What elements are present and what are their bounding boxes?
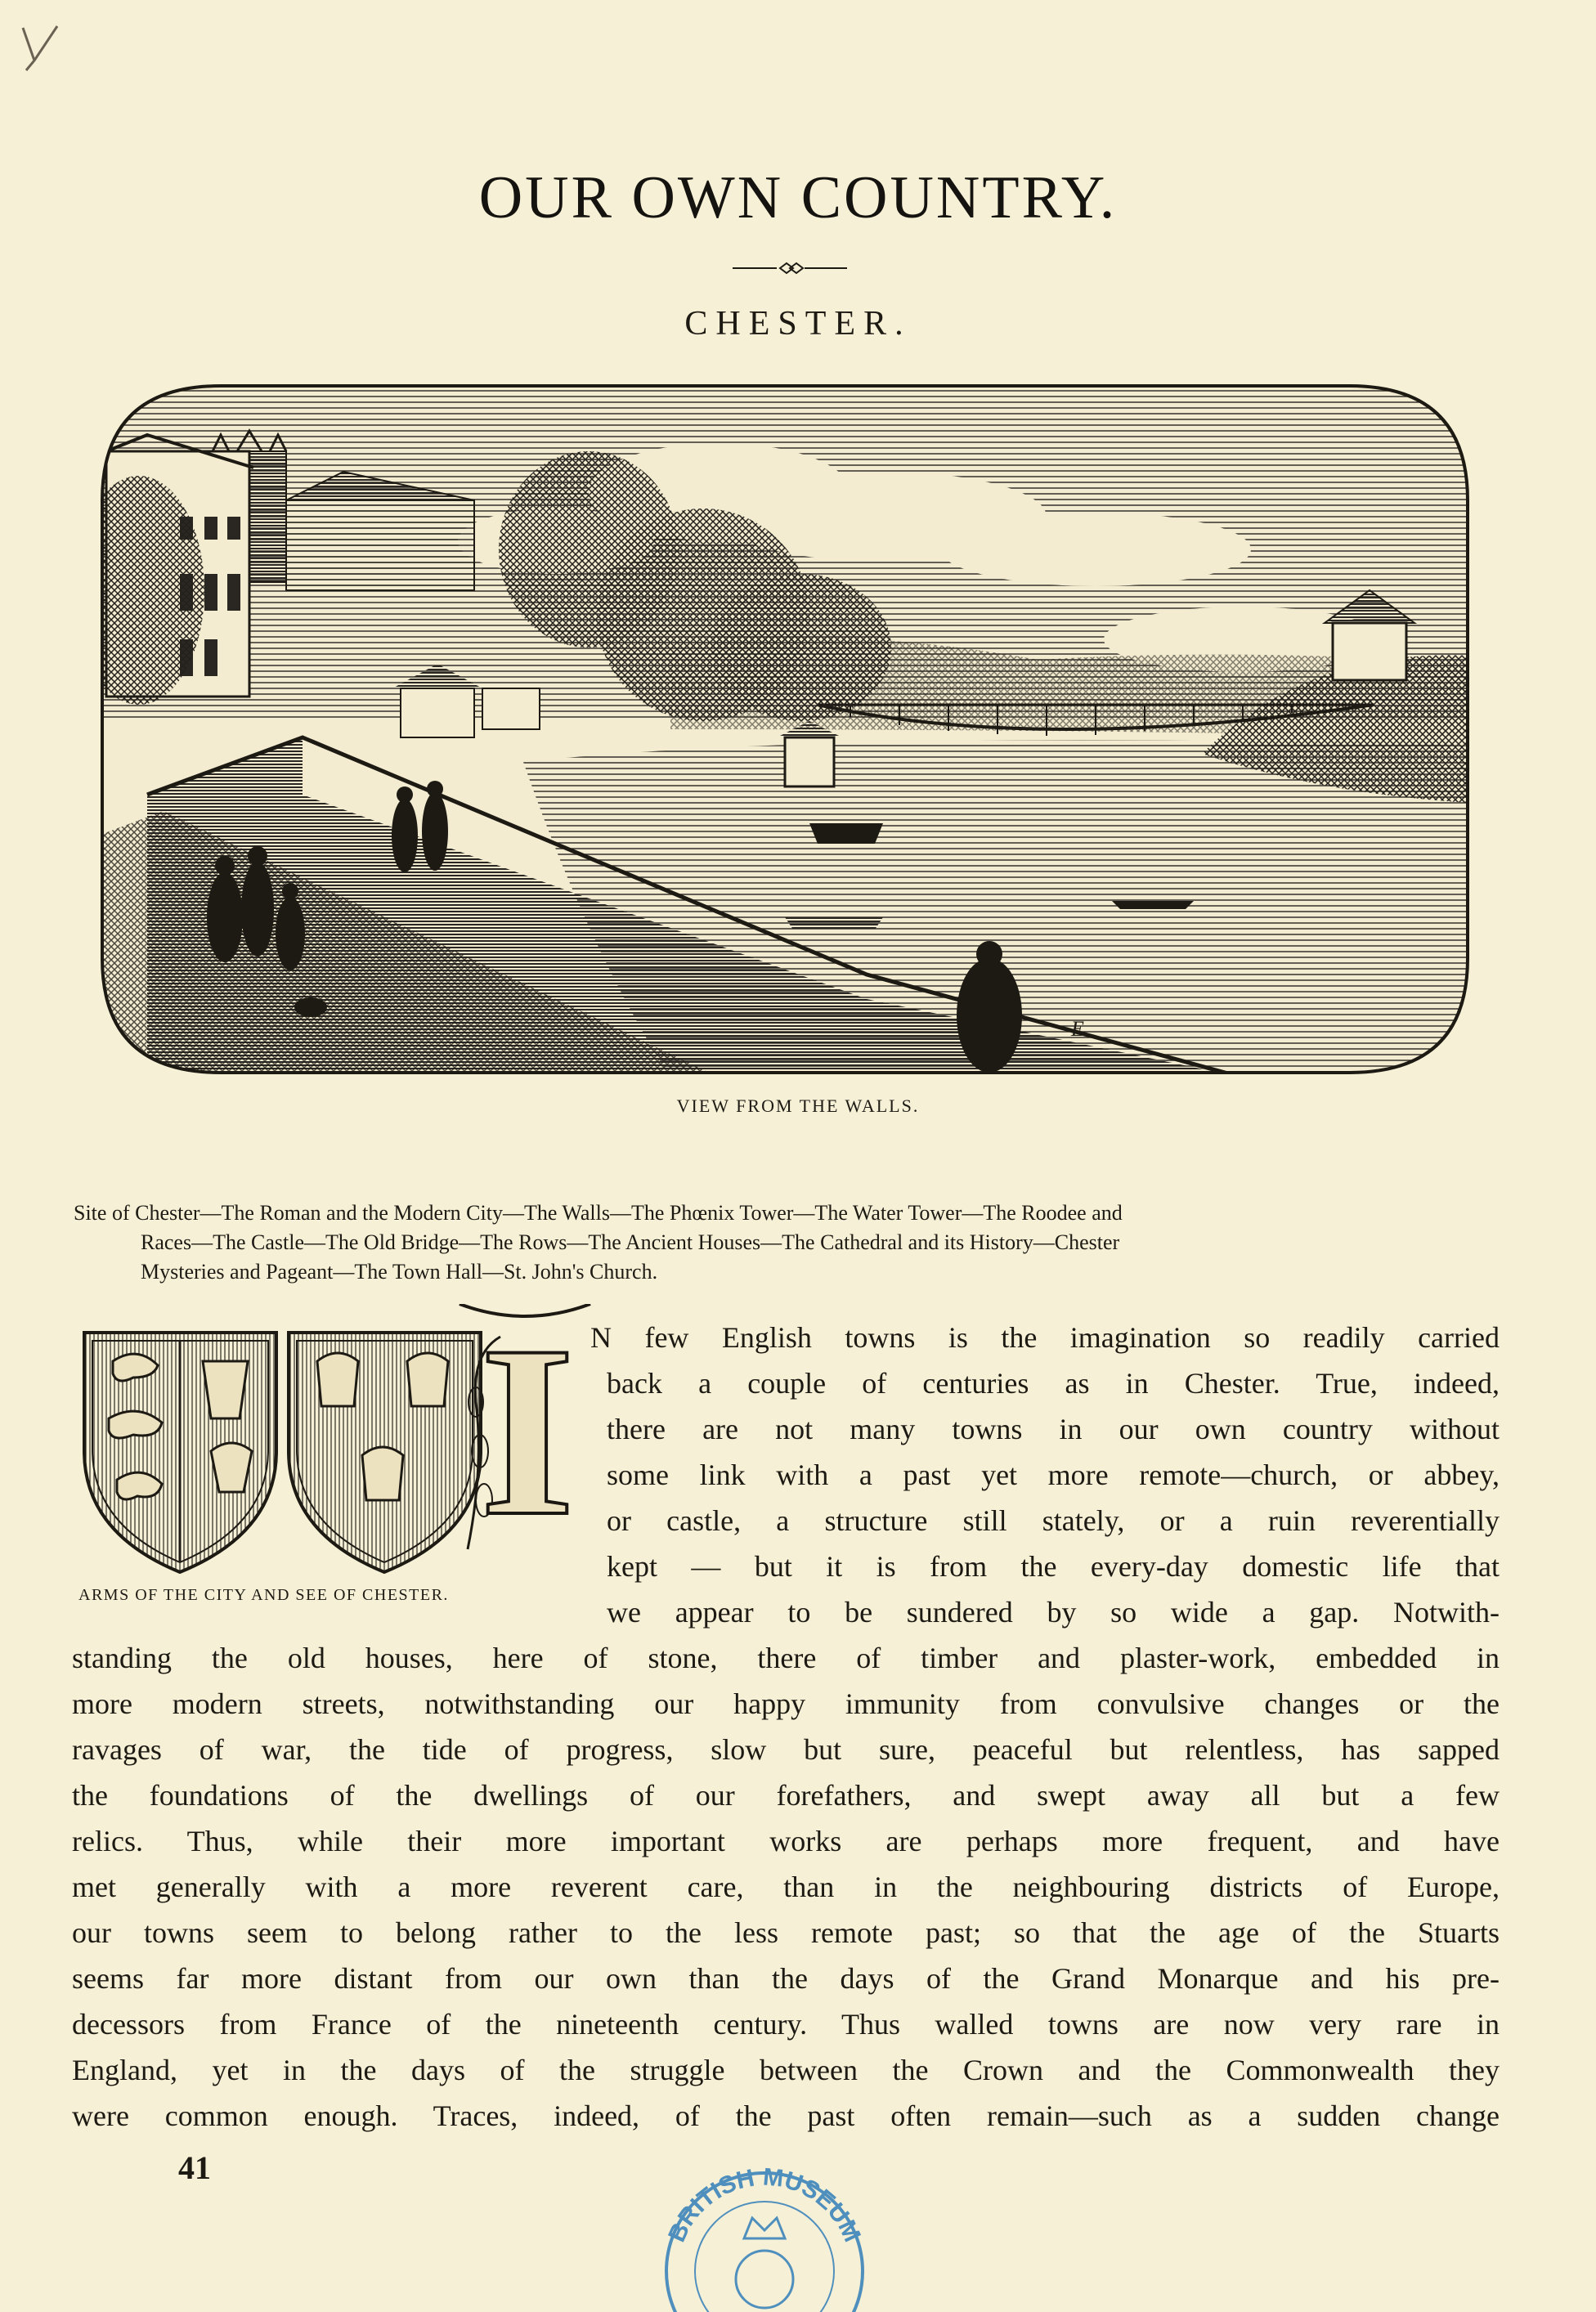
engraver-mark: E	[1071, 1017, 1084, 1041]
body-line: England, yet in the days of the struggle between the Crown and the Commonwealth they	[72, 2054, 1500, 2086]
body-line: kept — but it is from the every-day domestic life that	[607, 1550, 1500, 1583]
svg-text:BRITISH MUSEUM	[663, 2163, 866, 2246]
body-line: seems far more distant from our own than the days of the Grand Monarque and his pre-	[72, 1962, 1500, 1995]
title-ornament-icon	[733, 258, 847, 278]
body-line: decessors from France of the nineteenth century. Thus walled towns are now very rare in	[72, 2008, 1500, 2041]
body-line: met generally with a more reverent care, than in the neighbouring districts of Europe,	[72, 1871, 1500, 1903]
body-line: N few English towns is the imagination so readily carried	[590, 1321, 1500, 1354]
coats-of-arms-illustration	[80, 1329, 489, 1574]
body-line: some link with a past yet more remote—church, or abbey,	[607, 1458, 1500, 1491]
body-line: there are not many towns in our own country without	[607, 1413, 1500, 1445]
body-line: our towns seem to belong rather to the less remote past; so that the age of the Stuarts	[72, 1916, 1500, 1949]
summary-line: Site of Chester—The Roman and the Modern City—The Walls—The Phœnix Tower—The Water Tower—The Roodee and	[74, 1201, 1123, 1225]
chapter-subtitle: CHESTER.	[684, 305, 912, 343]
summary-line: Races—The Castle—The Old Bridge—The Rows—The Ancient Houses—The Cathedral and its History—Chester	[141, 1230, 1120, 1254]
summary-line: Mysteries and Pageant—The Town Hall—St. John's Church.	[141, 1260, 658, 1284]
illustration-caption: VIEW FROM THE WALLS.	[676, 1096, 920, 1116]
body-line: relics. Thus, while their more important works are perhaps more frequent, and have	[72, 1825, 1500, 1857]
body-line: standing the old houses, here of stone, there of timber and plaster-work, embedded in	[72, 1642, 1500, 1674]
body-line: were common enough. Traces, indeed, of the past often remain—such as a sudden change	[72, 2099, 1500, 2132]
body-line: or castle, a structure still stately, or a ruin reverentially	[607, 1504, 1500, 1537]
museum-stamp-icon	[646, 2148, 883, 2312]
body-line: back a couple of centuries as in Chester. True, indeed,	[607, 1367, 1500, 1400]
page-title: OUR OWN COUNTRY.	[478, 164, 1118, 231]
engraving-view-from-walls	[98, 378, 1472, 1078]
drop-cap: I	[479, 1295, 576, 1566]
page-number: 41	[178, 2149, 211, 2186]
body-line: more modern streets, notwithstanding our happy immunity from convulsive changes or the	[72, 1687, 1500, 1720]
pencil-mark-icon	[18, 23, 67, 72]
chapter-summary	[74, 1199, 1500, 1287]
body-line: the foundations of the dwellings of our forefathers, and swept away all but a few	[72, 1779, 1500, 1812]
arms-caption: ARMS OF THE CITY AND SEE OF CHESTER.	[78, 1586, 449, 1604]
stamp-text: BRITISH MUSEUM	[663, 2163, 866, 2247]
body-line: ravages of war, the tide of progress, slow but sure, peaceful but relentless, has sapped	[72, 1733, 1500, 1766]
body-line: we appear to be sundered by so wide a gap. Notwith-	[607, 1596, 1500, 1629]
